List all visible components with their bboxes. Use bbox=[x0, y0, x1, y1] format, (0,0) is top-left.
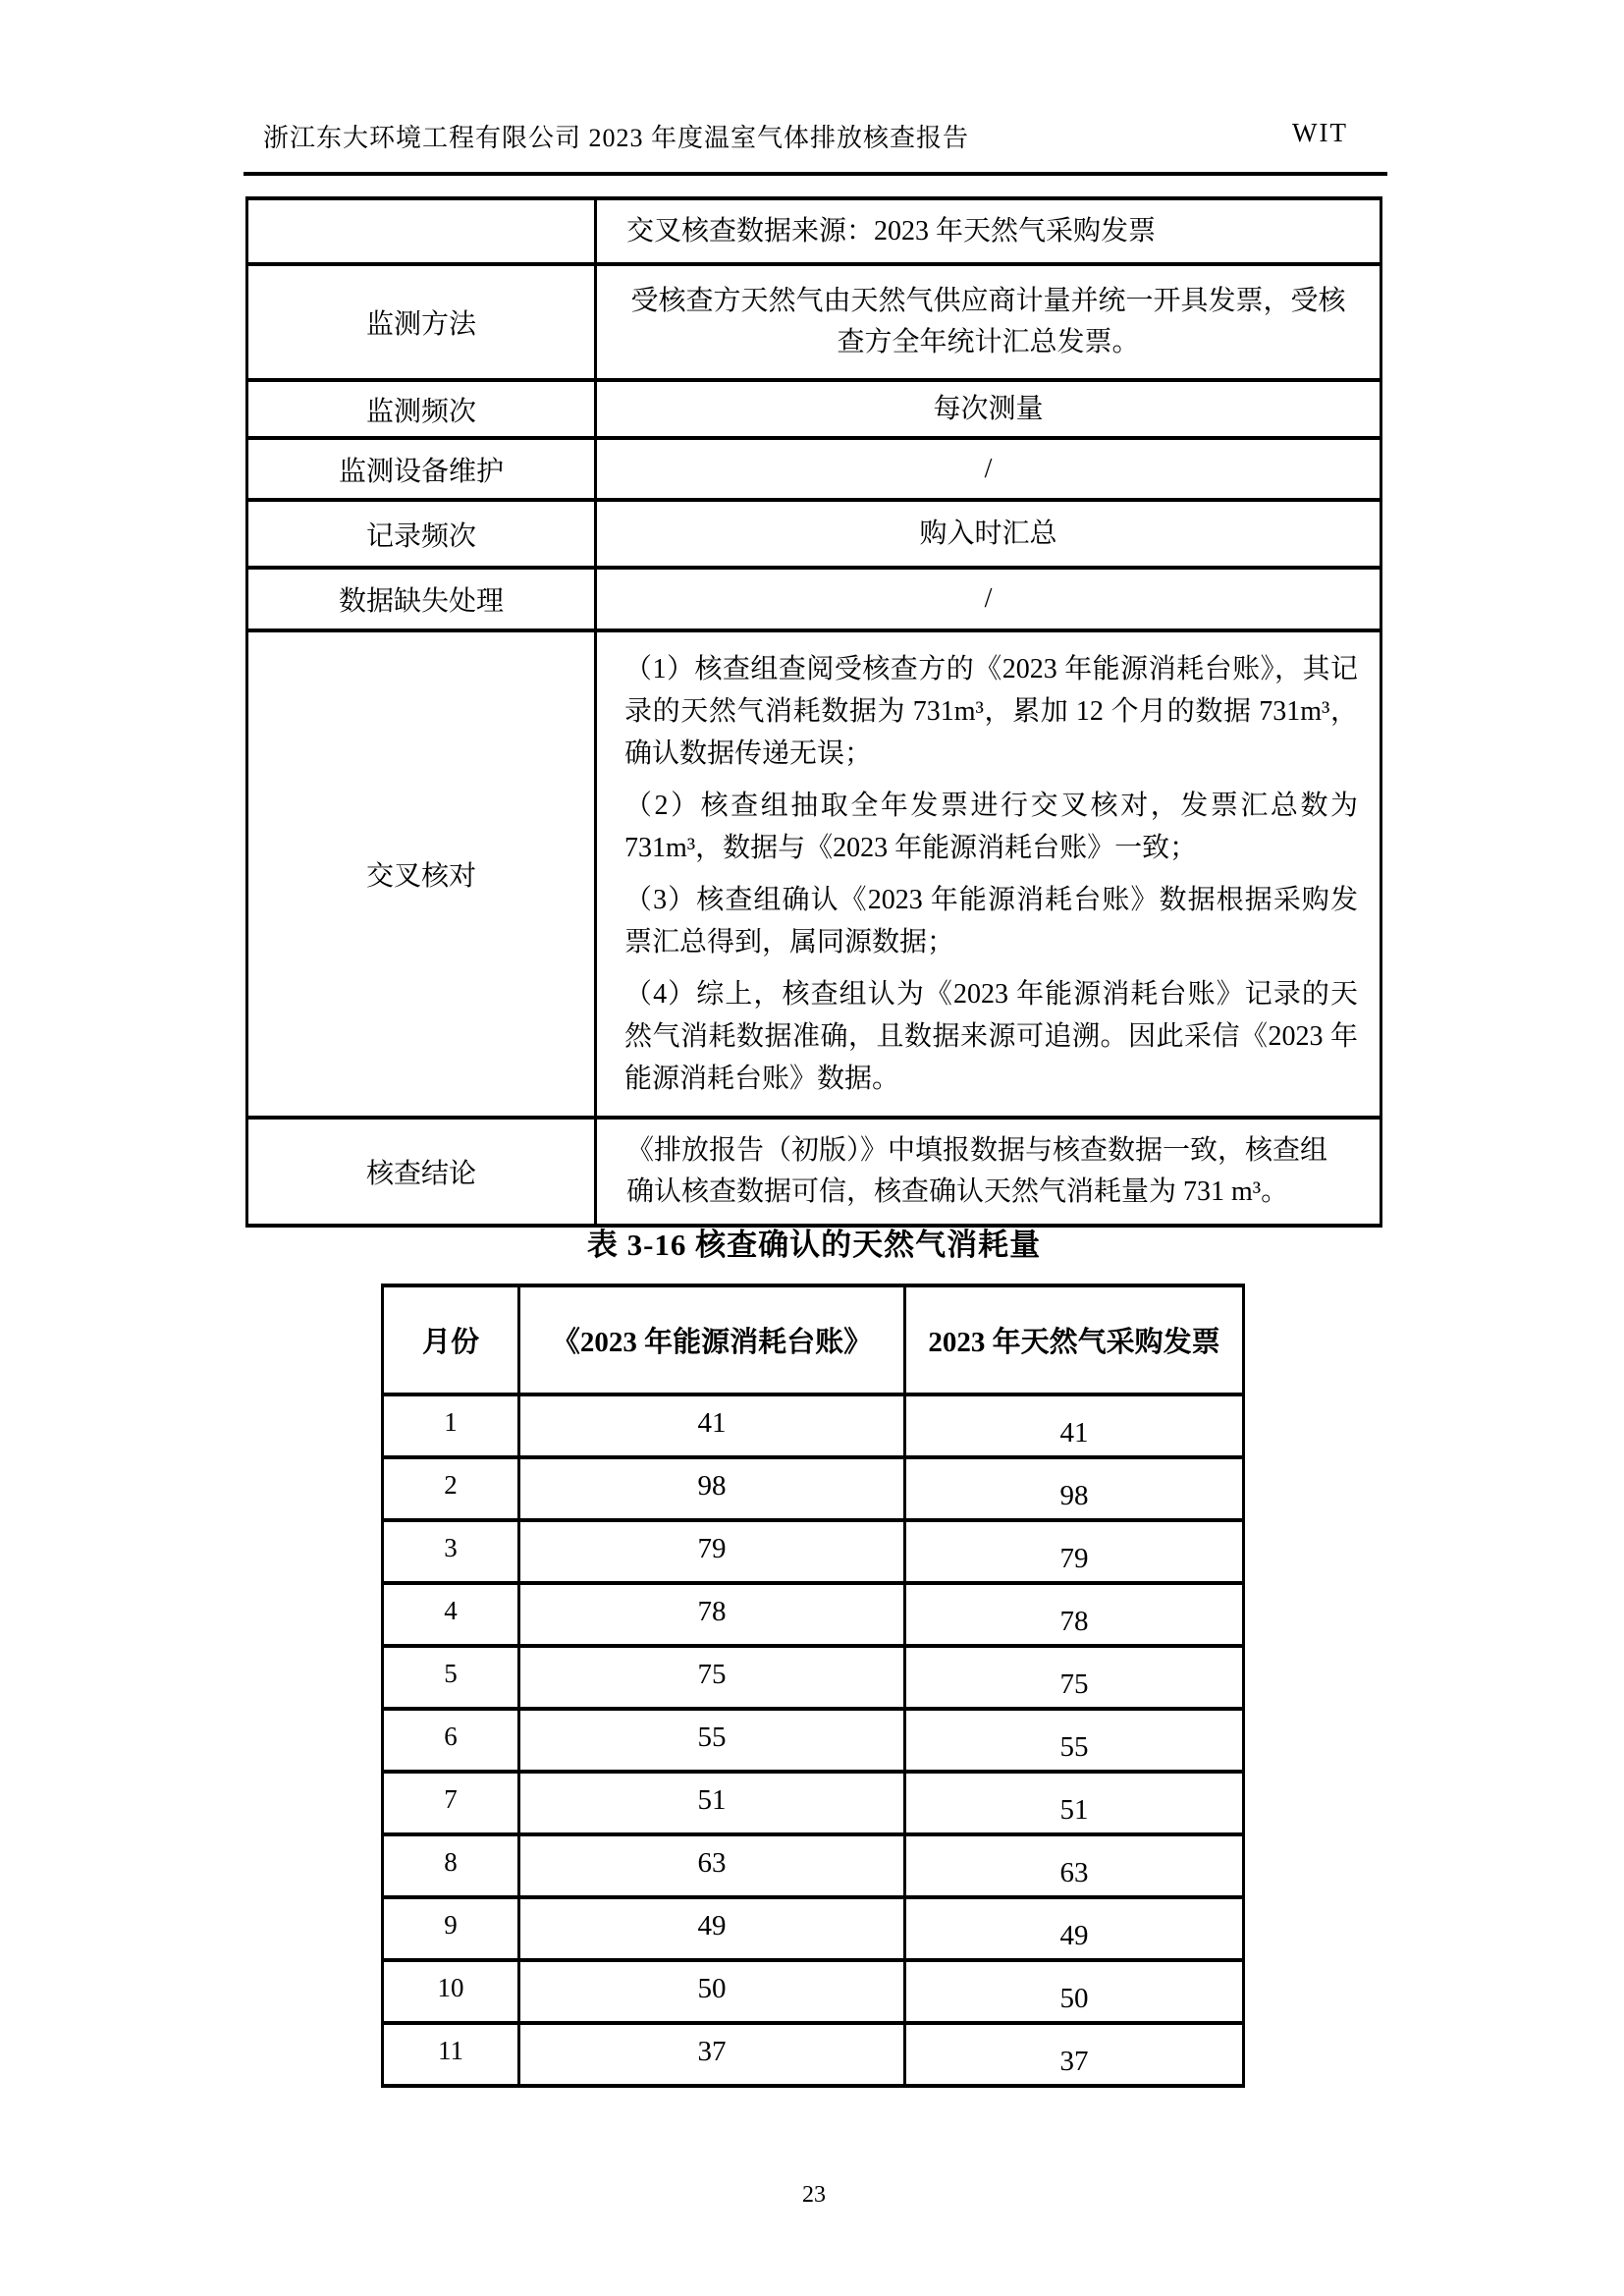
page-number: 23 bbox=[802, 2182, 826, 2208]
row-label-cell: 监测设备维护 bbox=[247, 438, 596, 500]
invoice-value-cell: 51 bbox=[905, 1772, 1244, 1834]
column-header-month: 月份 bbox=[383, 1285, 519, 1394]
ledger-value-cell: 63 bbox=[519, 1834, 905, 1897]
ledger-value-cell: 37 bbox=[519, 2023, 905, 2086]
invoice-value-cell: 78 bbox=[905, 1583, 1244, 1646]
ledger-value-cell: 50 bbox=[519, 1960, 905, 2023]
page-header-title: 浙江东大环境工程有限公司 2023 年度温室气体排放核查报告 bbox=[263, 124, 970, 152]
invoice-value-cell: 75 bbox=[905, 1646, 1244, 1709]
ledger-value-cell: 75 bbox=[519, 1646, 905, 1709]
month-cell: 1 bbox=[383, 1394, 519, 1457]
month-cell: 3 bbox=[383, 1520, 519, 1583]
table-row bbox=[247, 198, 1381, 264]
table-row bbox=[247, 630, 1381, 1118]
invoice-value-cell: 37 bbox=[905, 2023, 1244, 2086]
ledger-value-cell: 78 bbox=[519, 1583, 905, 1646]
table-row bbox=[383, 1834, 1244, 1897]
record-frequency-cell: 购入时汇总 bbox=[596, 500, 1381, 568]
row-label-cell bbox=[247, 198, 596, 264]
ledger-value-cell: 55 bbox=[519, 1709, 905, 1772]
table-row bbox=[383, 1646, 1244, 1709]
monitoring-cross-check-table bbox=[245, 196, 1382, 1228]
cross-check-paragraph: （4）综上，核查组认为《2023 年能源消耗台账》记录的天然气消耗数据准确，且数据来源可追溯。因此采信《2023 年能源消耗台账》数据。 bbox=[624, 979, 1358, 1094]
table-row bbox=[247, 264, 1381, 380]
invoice-value-cell: 63 bbox=[905, 1834, 1244, 1897]
cross-check-paragraph: （2）核查组抽取全年发票进行交叉核对，发票汇总数为 731m³，数据与《2023 年能源消耗台账》一致； bbox=[624, 791, 1358, 863]
ledger-value-cell: 79 bbox=[519, 1520, 905, 1583]
table-row bbox=[383, 1772, 1244, 1834]
invoice-value-cell: 50 bbox=[905, 1960, 1244, 2023]
table-row bbox=[383, 1709, 1244, 1772]
table-row bbox=[247, 500, 1381, 568]
row-label-cell: 记录频次 bbox=[247, 500, 596, 568]
invoice-value-cell: 41 bbox=[905, 1394, 1244, 1457]
month-cell: 9 bbox=[383, 1897, 519, 1960]
table-header-row bbox=[383, 1285, 1244, 1394]
cross-check-source-cell: 交叉核查数据来源：2023 年天然气采购发票 bbox=[596, 198, 1381, 264]
verification-conclusion-cell: 《排放报告（初版）》中填报数据与核查数据一致，核查组确认核查数据可信，核查确认天然气消耗量为 731 m³。 bbox=[596, 1118, 1381, 1226]
column-header-invoice: 2023 年天然气采购发票 bbox=[905, 1285, 1244, 1394]
header-divider bbox=[244, 172, 1387, 176]
month-cell: 2 bbox=[383, 1457, 519, 1520]
table-row bbox=[383, 2023, 1244, 2086]
month-cell: 6 bbox=[383, 1709, 519, 1772]
table-row bbox=[383, 1394, 1244, 1457]
table-row bbox=[383, 1897, 1244, 1960]
invoice-value-cell: 49 bbox=[905, 1897, 1244, 1960]
row-label-cell: 核查结论 bbox=[247, 1118, 596, 1226]
gas-consumption-table bbox=[381, 1284, 1245, 2088]
cross-check-paragraph: （1）核查组查阅受核查方的《2023 年能源消耗台账》，其记录的天然气消耗数据为 731m³，累加 12 个月的数据 731m³，确认数据传递无误； bbox=[624, 654, 1358, 769]
equipment-maintenance-cell: / bbox=[596, 438, 1381, 500]
row-label-cell: 交叉核对 bbox=[247, 630, 596, 1118]
table-row bbox=[383, 1457, 1244, 1520]
invoice-value-cell: 79 bbox=[905, 1520, 1244, 1583]
cross-check-paragraph: （3）核查组确认《2023 年能源消耗台账》数据根据采购发票汇总得到，属同源数据； bbox=[624, 885, 1358, 957]
table-row bbox=[247, 568, 1381, 630]
missing-data-handling-cell: / bbox=[596, 568, 1381, 630]
table-row bbox=[247, 1118, 1381, 1226]
column-header-ledger: 《2023 年能源消耗台账》 bbox=[519, 1285, 905, 1394]
invoice-value-cell: 98 bbox=[905, 1457, 1244, 1520]
table-row bbox=[383, 1583, 1244, 1646]
table-row bbox=[383, 1520, 1244, 1583]
month-cell: 7 bbox=[383, 1772, 519, 1834]
month-cell: 8 bbox=[383, 1834, 519, 1897]
month-cell: 11 bbox=[383, 2023, 519, 2086]
row-label-cell: 数据缺失处理 bbox=[247, 568, 596, 630]
page-header-logo-text: WIT bbox=[1292, 118, 1348, 147]
row-label-cell: 监测方法 bbox=[247, 264, 596, 380]
ledger-value-cell: 51 bbox=[519, 1772, 905, 1834]
monitoring-method-cell: 受核查方天然气由天然气供应商计量并统一开具发票，受核查方全年统计汇总发票。 bbox=[596, 264, 1381, 380]
table-row bbox=[247, 380, 1381, 438]
month-cell: 4 bbox=[383, 1583, 519, 1646]
month-cell: 5 bbox=[383, 1646, 519, 1709]
cross-check-detail-cell bbox=[596, 630, 1381, 1118]
monitoring-frequency-cell: 每次测量 bbox=[596, 380, 1381, 438]
ledger-value-cell: 98 bbox=[519, 1457, 905, 1520]
table-caption: 表 3-16 核查确认的天然气消耗量 bbox=[586, 1228, 1042, 1262]
invoice-value-cell: 55 bbox=[905, 1709, 1244, 1772]
row-label-cell: 监测频次 bbox=[247, 380, 596, 438]
ledger-value-cell: 41 bbox=[519, 1394, 905, 1457]
table-row bbox=[247, 438, 1381, 500]
month-cell: 10 bbox=[383, 1960, 519, 2023]
table-row bbox=[383, 1960, 1244, 2023]
ledger-value-cell: 49 bbox=[519, 1897, 905, 1960]
